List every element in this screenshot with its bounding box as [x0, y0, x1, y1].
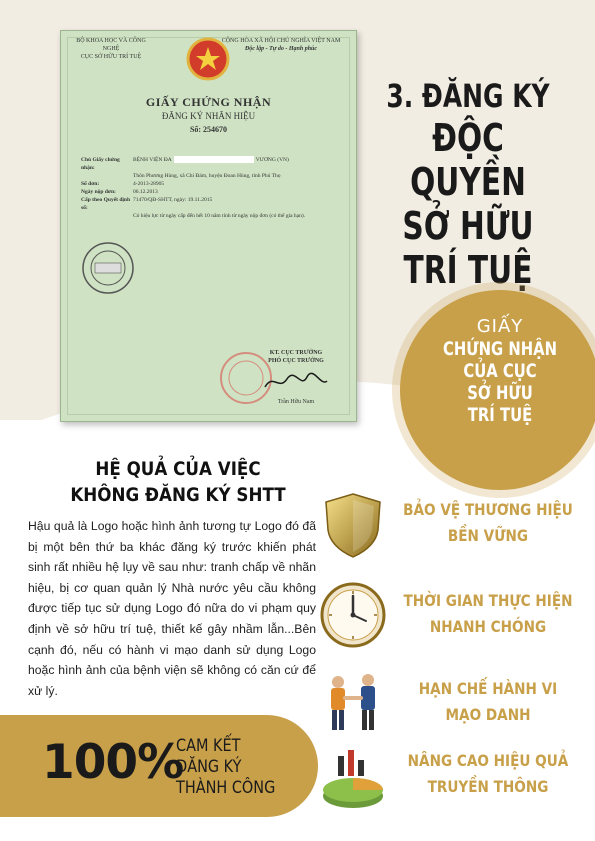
consequences-title — [46, 456, 310, 508]
sign-title-line: KT. CỤC TRƯỞNG — [269, 350, 323, 356]
certificate-row — [81, 212, 351, 220]
growth-chart-icon — [318, 742, 388, 812]
shield-icon — [318, 490, 388, 560]
row-key — [81, 172, 133, 180]
badge-line: GIẤY — [476, 316, 524, 337]
feature-line: THỜI GIAN THỰC HIỆN — [403, 591, 573, 610]
certificate-title: GIẤY CHỨNG NHẬN — [145, 95, 272, 109]
certificate-ministry — [71, 37, 151, 61]
row-key: Cấp theo Quyết định số: — [81, 197, 131, 211]
republic-name: CỘNG HÒA XÃ HỘI CHỦ NGHĨA VIỆT NAM — [221, 38, 341, 44]
feature-fast-time — [403, 588, 573, 640]
ministry-office: CỤC SỞ HỮU TRÍ TUỆ — [80, 54, 142, 60]
heading-line: 3. ĐĂNG KÝ — [386, 77, 550, 115]
row-value: Thôn Phương Hùng, xã Chí Đám, huyện Đoan Hùng, tỉnh Phú Thọ — [133, 173, 281, 179]
certificate-row — [81, 172, 351, 180]
feature-communication-effect — [403, 748, 573, 800]
row-value: 4-2013-28905 — [133, 181, 165, 187]
consequences-body: Hậu quả là Logo hoặc hình ảnh tương tự Logo đó đã bị một bên thứ ba khác đăng ký trước khiến phát sinh rất nhiều hệ lụy về sau như: tranh chấp về nhãn hiệu, bị cơ quan quản lý Nhà nước yêu cầu không được tiếp tục sử dụng Logo đó nữa do vi phạm quy định về sở hữu trí tuệ, thiết kế gây nhầm lẫn...Bên cạnh đó, nếu có hành vi mạo danh sử dụng Logo hoặc hình ảnh của bệnh viện sẽ không có căn cứ để xử lý. — [28, 519, 316, 698]
signer-name: Trần Hữu Nam — [277, 399, 315, 405]
heading-line: SỞ HỮU — [402, 204, 534, 248]
badge-line: TRÍ TUỆ — [467, 404, 533, 426]
owner-name-start: BỆNH VIỆN ĐA — [133, 157, 172, 163]
commitment-percent: 100% — [42, 735, 184, 790]
commitment-line: CAM KẾT — [176, 736, 241, 756]
feature-protect-brand — [403, 497, 573, 549]
feature-line: MẠO DANH — [445, 705, 531, 724]
certificate-details — [81, 156, 351, 220]
certificate-row — [81, 156, 351, 172]
redacted-box — [174, 156, 254, 163]
certificate-row — [81, 180, 351, 188]
badge-line: SỞ HỮU — [467, 382, 533, 404]
commitment-line: THÀNH CÔNG — [176, 778, 276, 798]
feature-line: HẠN CHẾ HÀNH VI — [418, 679, 558, 698]
certificate-row — [81, 188, 351, 196]
row-key — [81, 212, 133, 220]
row-value: 06.12.2013 — [133, 189, 158, 195]
gold-circle-text — [400, 316, 595, 426]
feature-line: TRUYỀN THÔNG — [427, 777, 549, 796]
feature-line: BẢO VỆ THƯƠNG HIỆU — [403, 500, 573, 519]
row-value: 71470/QĐ-SHTT, ngày: 19.11.2015 — [133, 197, 213, 203]
section-heading — [382, 76, 554, 292]
certificate-republic — [216, 37, 346, 53]
signature-title — [251, 349, 341, 365]
badge-line: CHỨNG NHẬN — [442, 338, 558, 360]
owner-name-end: VƯƠNG (VN) — [255, 157, 289, 163]
clock-icon — [318, 580, 388, 650]
commitment-text — [176, 736, 287, 799]
trademark-certificate — [60, 30, 357, 422]
certificate-number: Số: 254670 — [189, 125, 228, 134]
badge-line: CỦA CỤC — [463, 360, 537, 382]
certificate-subtitle: ĐĂNG KÝ NHÃN HIỆU — [161, 111, 256, 121]
row-value: Có hiệu lực từ ngày cấp đến hết 10 năm tính từ ngày nộp đơn (có thể gia hạn). — [133, 213, 306, 219]
heading-line: ĐỘC QUYỀN — [410, 116, 526, 204]
sign-title-line: PHÓ CỤC TRƯỞNG — [268, 358, 324, 364]
row-value — [133, 156, 351, 172]
heading-line: TRÍ TUỆ — [403, 248, 533, 292]
handshake-icon — [318, 668, 388, 738]
row-key: Chủ Giấy chứng nhận: — [81, 157, 120, 171]
signature-icon — [261, 369, 331, 393]
title-line: HỆ QUẢ CỦA VIỆC — [95, 458, 261, 480]
commitment-line: ĐĂNG KÝ — [176, 757, 242, 777]
title-line: KHÔNG ĐĂNG KÝ SHTT — [70, 484, 286, 506]
feature-line: NHANH CHÓNG — [429, 617, 547, 636]
ministry-name: BỘ KHOA HỌC VÀ CÔNG NGHỆ — [76, 38, 146, 52]
row-key: Ngày nộp đơn: — [81, 189, 116, 195]
feature-line: NÂNG CAO HIỆU QUẢ — [407, 751, 569, 770]
feature-prevent-impersonation — [403, 676, 573, 728]
office-seal-icon — [81, 241, 135, 295]
certificate-row — [81, 196, 351, 212]
republic-motto: Độc lập - Tự do - Hạnh phúc — [244, 46, 318, 52]
row-key: Số đơn: — [81, 181, 100, 187]
feature-line: BỀN VỮNG — [447, 526, 529, 545]
